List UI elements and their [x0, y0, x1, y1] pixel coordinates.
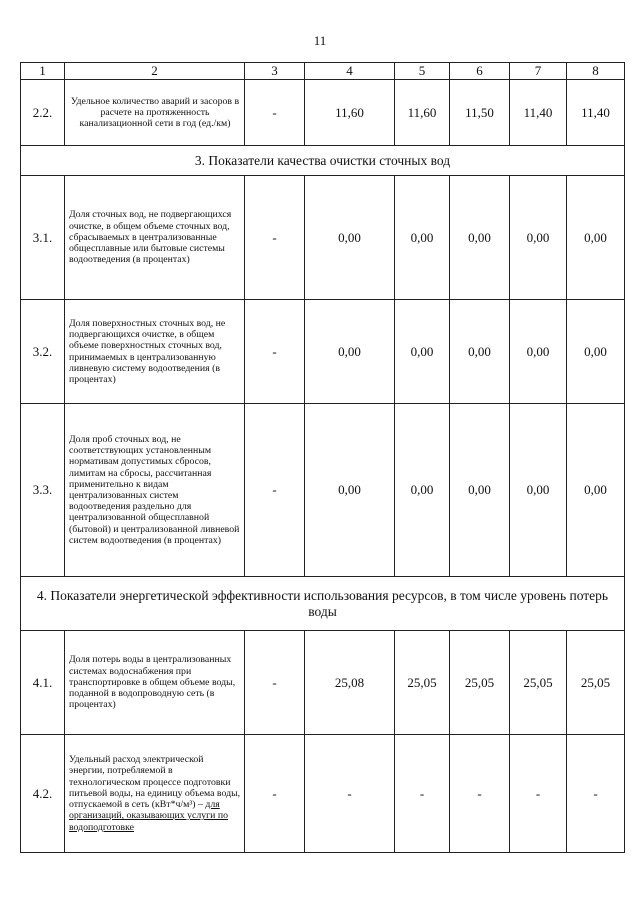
header-cell: 8: [567, 63, 625, 80]
value-cell: 0,00: [567, 176, 625, 300]
value-cell: 0,00: [567, 404, 625, 577]
value-cell: -: [305, 735, 395, 853]
value-cell: 0,00: [567, 300, 625, 404]
value-cell: 0,00: [305, 300, 395, 404]
page-number: 11: [313, 33, 327, 48]
indicators-table: [20, 62, 625, 853]
row-number: 4.1.: [21, 631, 65, 735]
value-cell: 0,00: [450, 300, 510, 404]
row-description-text: Удельный расход электрической энергии, потребляемой в технологическом процессе подготовки питьевой воды, на единицу объема воды, отпускаемой в сеть (кВт*ч/м³) –: [69, 754, 241, 811]
row-description-underlined: для организаций, оказывающих услуги по водоподготовке: [69, 799, 228, 833]
header-cell: 4: [305, 63, 395, 80]
value-cell: 0,00: [510, 404, 567, 577]
header-cell: 5: [395, 63, 450, 80]
row-number: 3.1.: [21, 176, 65, 300]
header-cell: 7: [510, 63, 567, 80]
value-cell: 0,00: [305, 404, 395, 577]
value-cell: 11,50: [450, 80, 510, 146]
table-row: [21, 631, 625, 735]
value-cell: -: [245, 735, 305, 853]
row-number: 3.2.: [21, 300, 65, 404]
value-cell: 25,05: [395, 631, 450, 735]
value-cell: 0,00: [510, 300, 567, 404]
value-cell: 0,00: [395, 300, 450, 404]
row-description: Доля проб сточных вод, не соответствующих установленным нормативам допустимых сбросов, лимитам на сбросы, рассчитанная применительно к видам централизованных систем водоотведения раздельно для централизованной общесплавной (бытовой) и централизованной ливневой систем водоотведения (в процентах): [65, 404, 245, 577]
header-row: [21, 63, 625, 80]
value-cell: 0,00: [395, 176, 450, 300]
value-cell: 0,00: [395, 404, 450, 577]
row-description: Доля потерь воды в централизованных системах водоснабжения при транспортировке в общем объеме воды, поданной в водопроводную сеть (в процентах): [65, 631, 245, 735]
value-cell: 25,08: [305, 631, 395, 735]
value-cell: -: [245, 176, 305, 300]
section-title: 3. Показатели качества очистки сточных вод: [21, 146, 625, 176]
row-description: Удельное количество аварий и засоров в расчете на протяженность канализационной сети в год (ед./км): [65, 80, 245, 146]
table-row: [21, 176, 625, 300]
value-cell: 25,05: [510, 631, 567, 735]
table-row: [21, 80, 625, 146]
value-cell: 11,40: [567, 80, 625, 146]
row-number: 4.2.: [21, 735, 65, 853]
value-cell: -: [395, 735, 450, 853]
value-cell: -: [245, 404, 305, 577]
row-number: 2.2.: [21, 80, 65, 146]
value-cell: 0,00: [450, 404, 510, 577]
value-cell: 0,00: [450, 176, 510, 300]
row-description: [65, 735, 245, 853]
row-description: Доля сточных вод, не подвергающихся очистке, в общем объеме сточных вод, сбрасываемых в централизованные общесплавные или бытовые системы водоотведения (в процентах): [65, 176, 245, 300]
table-row: [21, 735, 625, 853]
value-cell: -: [450, 735, 510, 853]
value-cell: 11,60: [395, 80, 450, 146]
header-cell: 1: [21, 63, 65, 80]
section-heading-row: [21, 146, 625, 176]
value-cell: -: [510, 735, 567, 853]
section-heading-row: [21, 577, 625, 631]
header-cell: 3: [245, 63, 305, 80]
value-cell: -: [245, 300, 305, 404]
table-row: [21, 300, 625, 404]
value-cell: -: [245, 631, 305, 735]
row-number: 3.3.: [21, 404, 65, 577]
row-description: Доля поверхностных сточных вод, не подвергающихся очистке, в общем объеме поверхностных сточных вод, принимаемых в централизованную ливневую систему водоотведения (в процентах): [65, 300, 245, 404]
section-title: 4. Показатели энергетической эффективности использования ресурсов, в том числе уровень потерь воды: [21, 577, 625, 631]
table-row: [21, 404, 625, 577]
value-cell: -: [567, 735, 625, 853]
value-cell: 11,60: [305, 80, 395, 146]
header-cell: 2: [65, 63, 245, 80]
value-cell: 25,05: [567, 631, 625, 735]
value-cell: 25,05: [450, 631, 510, 735]
header-cell: 6: [450, 63, 510, 80]
value-cell: 11,40: [510, 80, 567, 146]
value-cell: 0,00: [305, 176, 395, 300]
value-cell: -: [245, 80, 305, 146]
value-cell: 0,00: [510, 176, 567, 300]
